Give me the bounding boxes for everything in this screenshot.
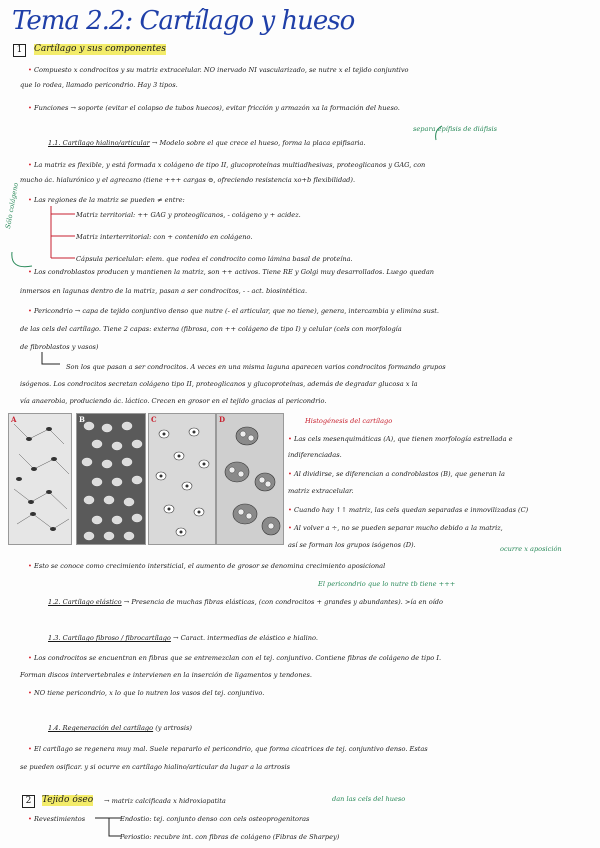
panel-label: B: [79, 415, 85, 424]
panel-label: D: [219, 415, 226, 424]
text-line: • Esto se conoce como crecimiento intersticial, el aumento de grosor se denomina crecimiento aposicional: [28, 562, 386, 570]
perichondrium-line-4: Son los que pasan a ser condrocitos. A veces en una misma laguna aparecen varios condrocitos formando grupos: [66, 363, 446, 371]
histology-panel-d: [216, 413, 284, 545]
histogenesis-line-6: Al volver a ÷, no se pueden separar mucho debido a la matriz,: [294, 524, 503, 532]
fibro-line-2: Forman discos intervertebrales e intervienen en la inserción de ligamentos y tendones.: [20, 671, 313, 679]
panel-label: C: [151, 415, 157, 424]
text-line: • Compuesto x condrocitos y su matriz extracelular. NO inervado NI vascularizado, se nutre x el tejido conjuntivo: [28, 66, 409, 74]
section-number-box: 1: [13, 44, 26, 57]
subsection-line: [48, 139, 366, 147]
text-line: • Los condroblastos producen y mantienen la matriz, son ++ activos. Tiene RE y Golgi muy desarrollados. Luego quedan: [28, 268, 435, 276]
text-line: • Al volver a ÷, no se pueden separar mucho debido a la matriz,: [288, 524, 503, 532]
matrix-line-2: mucho ác. hialurónico y el agrecano (tiene +++ cargas ⊖, ofreciendo resistencia xo+b flexibilidad).: [20, 176, 356, 184]
growth-line: Esto se conoce como crecimiento intersticial, el aumento de grosor se denomina crecimiento aposicional: [34, 562, 386, 570]
subsection-1-2-title: 1.2. Cartílago elástico: [48, 598, 122, 606]
histogenesis-line-4: matriz extracelular.: [288, 487, 354, 495]
regeneration-line-2: se pueden osificar. y si ocurre en cartílago hialino/articular da lugar a la artrosis: [20, 763, 290, 771]
perichondrium-line-1: Pericondrio → capa de tejido conjuntivo denso que nutre (- el articular, que no tiene), genera, intercambia y elimina sust.: [34, 307, 440, 315]
isogenous-groups-image: [217, 414, 283, 544]
region-territorial: Matriz territorial: ++ GAG y proteoglicanos, - colágeno y + acidez.: [76, 211, 301, 219]
subsection-1-4-title: 1.4. Regeneración del cartílago: [48, 724, 154, 732]
perichondrium-line-6: vía anaerobia, produciendo ác. láctico. Crecen en grosor en el tejido gracias al pericondrio.: [20, 397, 327, 405]
chondroblasts-image: [77, 414, 145, 544]
text-line: • Pericondrio → capa de tejido conjuntivo denso que nutre (- el articular, que no tiene), genera, intercambia y elimina sust.: [28, 307, 440, 315]
arrow-icon: [40, 352, 64, 370]
text-line: • Las regiones de la matriz se pueden ≠ entre:: [28, 196, 185, 204]
functions-line: Funciones → soporte (evitar el colapso de tubos huecos), evitar fricción y armazón xa la formación del hueso.: [34, 104, 400, 112]
histology-panel-c: [148, 413, 216, 545]
histogenesis-line-3: Al dividirse, se diferencian a condroblastos (B), que generan la: [294, 470, 505, 478]
separated-cells-image: [149, 414, 215, 544]
histogenesis-line-2: indiferenciadas.: [288, 451, 342, 459]
subsection-1-1-desc: → Modelo sobre el que crece el hueso, forma la placa epifisaria.: [151, 139, 366, 147]
text-line: • Las cels mesenquimáticas (A), que tienen morfología estrellada e: [288, 435, 513, 443]
text-line: • El cartílago se regenera muy mal. Suele repararlo el pericondrio, que forma cicatrices de tej. conjuntivo denso. Estas: [28, 745, 428, 753]
text-line: • La matriz es flexible, y está formada x colágeno de tipo II, glucoproteínas multiadhesivas, proteoglicanos y GAG, con: [28, 161, 426, 169]
text-line: • Cuando hay ↑↑ matriz, las cels quedan separadas e inmovilizadas (C): [288, 506, 529, 514]
chondroblast-line-1: Los condroblastos producen y mantienen la matriz, son ++ activos. Tiene RE y Golgi muy desarrollados. Luego quedan: [34, 268, 435, 276]
subsection-1-1-title: 1.1. Cartílago hialino/articular: [48, 139, 150, 147]
bone-desc: → matriz calcificada x hidroxiapatita: [104, 797, 226, 805]
text-line: • NO tiene pericondrio, x lo que lo nutren los vasos del tej. conjuntivo.: [28, 689, 265, 697]
subsection-line: [48, 724, 192, 732]
histogenesis-line-5: Cuando hay ↑↑ matriz, las cels quedan separadas e inmovilizadas (C): [294, 506, 529, 514]
histogenesis-line-7: así se forman los grupos isógenos (D).: [288, 541, 416, 549]
regeneration-line-1: El cartílago se regenera muy mal. Suele repararlo el pericondrio, que forma cicatrices de tej. conjuntivo denso. Estas: [34, 745, 428, 753]
text-line: • Al dividirse, se diferencian a condroblastos (B), que generan la: [288, 470, 505, 478]
fibro-line-1: Los condrocitos se encuentran en fibras que se entremezclan con el tej. conjuntivo. Contiene fibras de colágeno de tipo I.: [34, 654, 442, 662]
region-pericellular: Cápsula pericelular: elem. que rodea el condrocito como lámina basal de proteína.: [76, 255, 353, 263]
note-epiphysis: separa epífisis de diáfisis: [413, 125, 497, 133]
periosteum-line: Periostio: recubre int. con fibras de colágeno (Fibras de Sharpey): [120, 833, 340, 841]
note-bone-cells: dan las cels del hueso: [332, 795, 406, 803]
linings-label: Revestimientos: [34, 815, 86, 823]
note-arrow-icon: [430, 124, 450, 142]
fibro-line-3: NO tiene pericondrio, x lo que lo nutren los vasos del tej. conjuntivo.: [34, 689, 265, 697]
intro-line-1: Compuesto x condrocitos y su matriz extracelular. NO inervado NI vascularizado, se nutre x el tejido conjuntivo: [34, 66, 409, 74]
subsection-1-2-desc: → Presencia de muchas fibras elásticas, (con condrocitos + grandes y abundantes). >ía en oído: [123, 598, 444, 606]
subsection-1-3-desc: → Caract. intermedias de elástico e hialino.: [173, 634, 318, 642]
panel-label: A: [11, 415, 17, 424]
subsection-line: [48, 634, 318, 642]
regions-line: Las regiones de la matriz se pueden ≠ entre:: [34, 196, 185, 204]
subsection-line: [48, 598, 443, 606]
section-title: Cartílago y sus componentes: [34, 44, 166, 54]
perichondrium-line-3: de fibroblastos y vasos): [20, 343, 99, 351]
endosteum-line: Endostio: tej. conjunto denso con cels osteoprogenitoras: [120, 815, 310, 823]
perichondrium-line-2: de las cels del cartílago. Tiene 2 capas: externa (fibrosa, con ++ colágeno de tipo I) y celular (cels con morfología: [20, 325, 402, 333]
matrix-line-1: La matriz es flexible, y está formada x colágeno de tipo II, glucoproteínas multiadhesivas, proteoglicanos y GAG, con: [34, 161, 426, 169]
histology-panel-b: [76, 413, 146, 545]
histogenesis-title: Histogénesis del cartílago: [305, 417, 393, 425]
page-title: Tema 2.2: Cartílago y hueso: [12, 6, 355, 36]
note-apposition: ocurre x aposición: [500, 545, 562, 553]
region-interterritorial: Matriz interterritorial: con + contenido en colágeno.: [76, 233, 253, 241]
subsection-1-3-title: 1.3. Cartílago fibroso / fibrocartílago: [48, 634, 171, 642]
text-line: • Funciones → soporte (evitar el colapso de tubos huecos), evitar fricción y armazón xa la formación del hueso.: [28, 104, 400, 112]
histology-panel-a: [8, 413, 72, 545]
mesenchymal-cells-image: [9, 414, 71, 544]
note-perichondrium: El pericondrio que lo nutre tb tiene +++: [318, 580, 456, 588]
histogenesis-line-1: Las cels mesenquimáticas (A), que tienen morfología estrellada e: [294, 435, 513, 443]
section-number-box: 2: [22, 795, 35, 808]
side-note: Sólo colágeno: [4, 181, 20, 230]
intro-line-2: que lo rodea, llamado pericondrio. Hay 3 tipos.: [20, 81, 178, 89]
chondroblast-line-2: inmersos en lagunas dentro de la matriz, pasan a ser condrocitos, - - act. biosintética.: [20, 287, 308, 295]
subsection-1-4-desc: (y artrosis): [155, 724, 192, 732]
section-title: Tejido óseo: [42, 795, 94, 805]
perichondrium-line-5: isógenos. Los condrocitos secretan colágeno tipo II, proteoglicanos y glucoproteínas, además de degradar glucosa x la: [20, 380, 418, 388]
text-line: • Revestimientos: [28, 815, 86, 823]
text-line: • Los condrocitos se encuentran en fibras que se entremezclan con el tej. conjuntivo. Contiene fibras de colágeno de tipo I.: [28, 654, 442, 662]
